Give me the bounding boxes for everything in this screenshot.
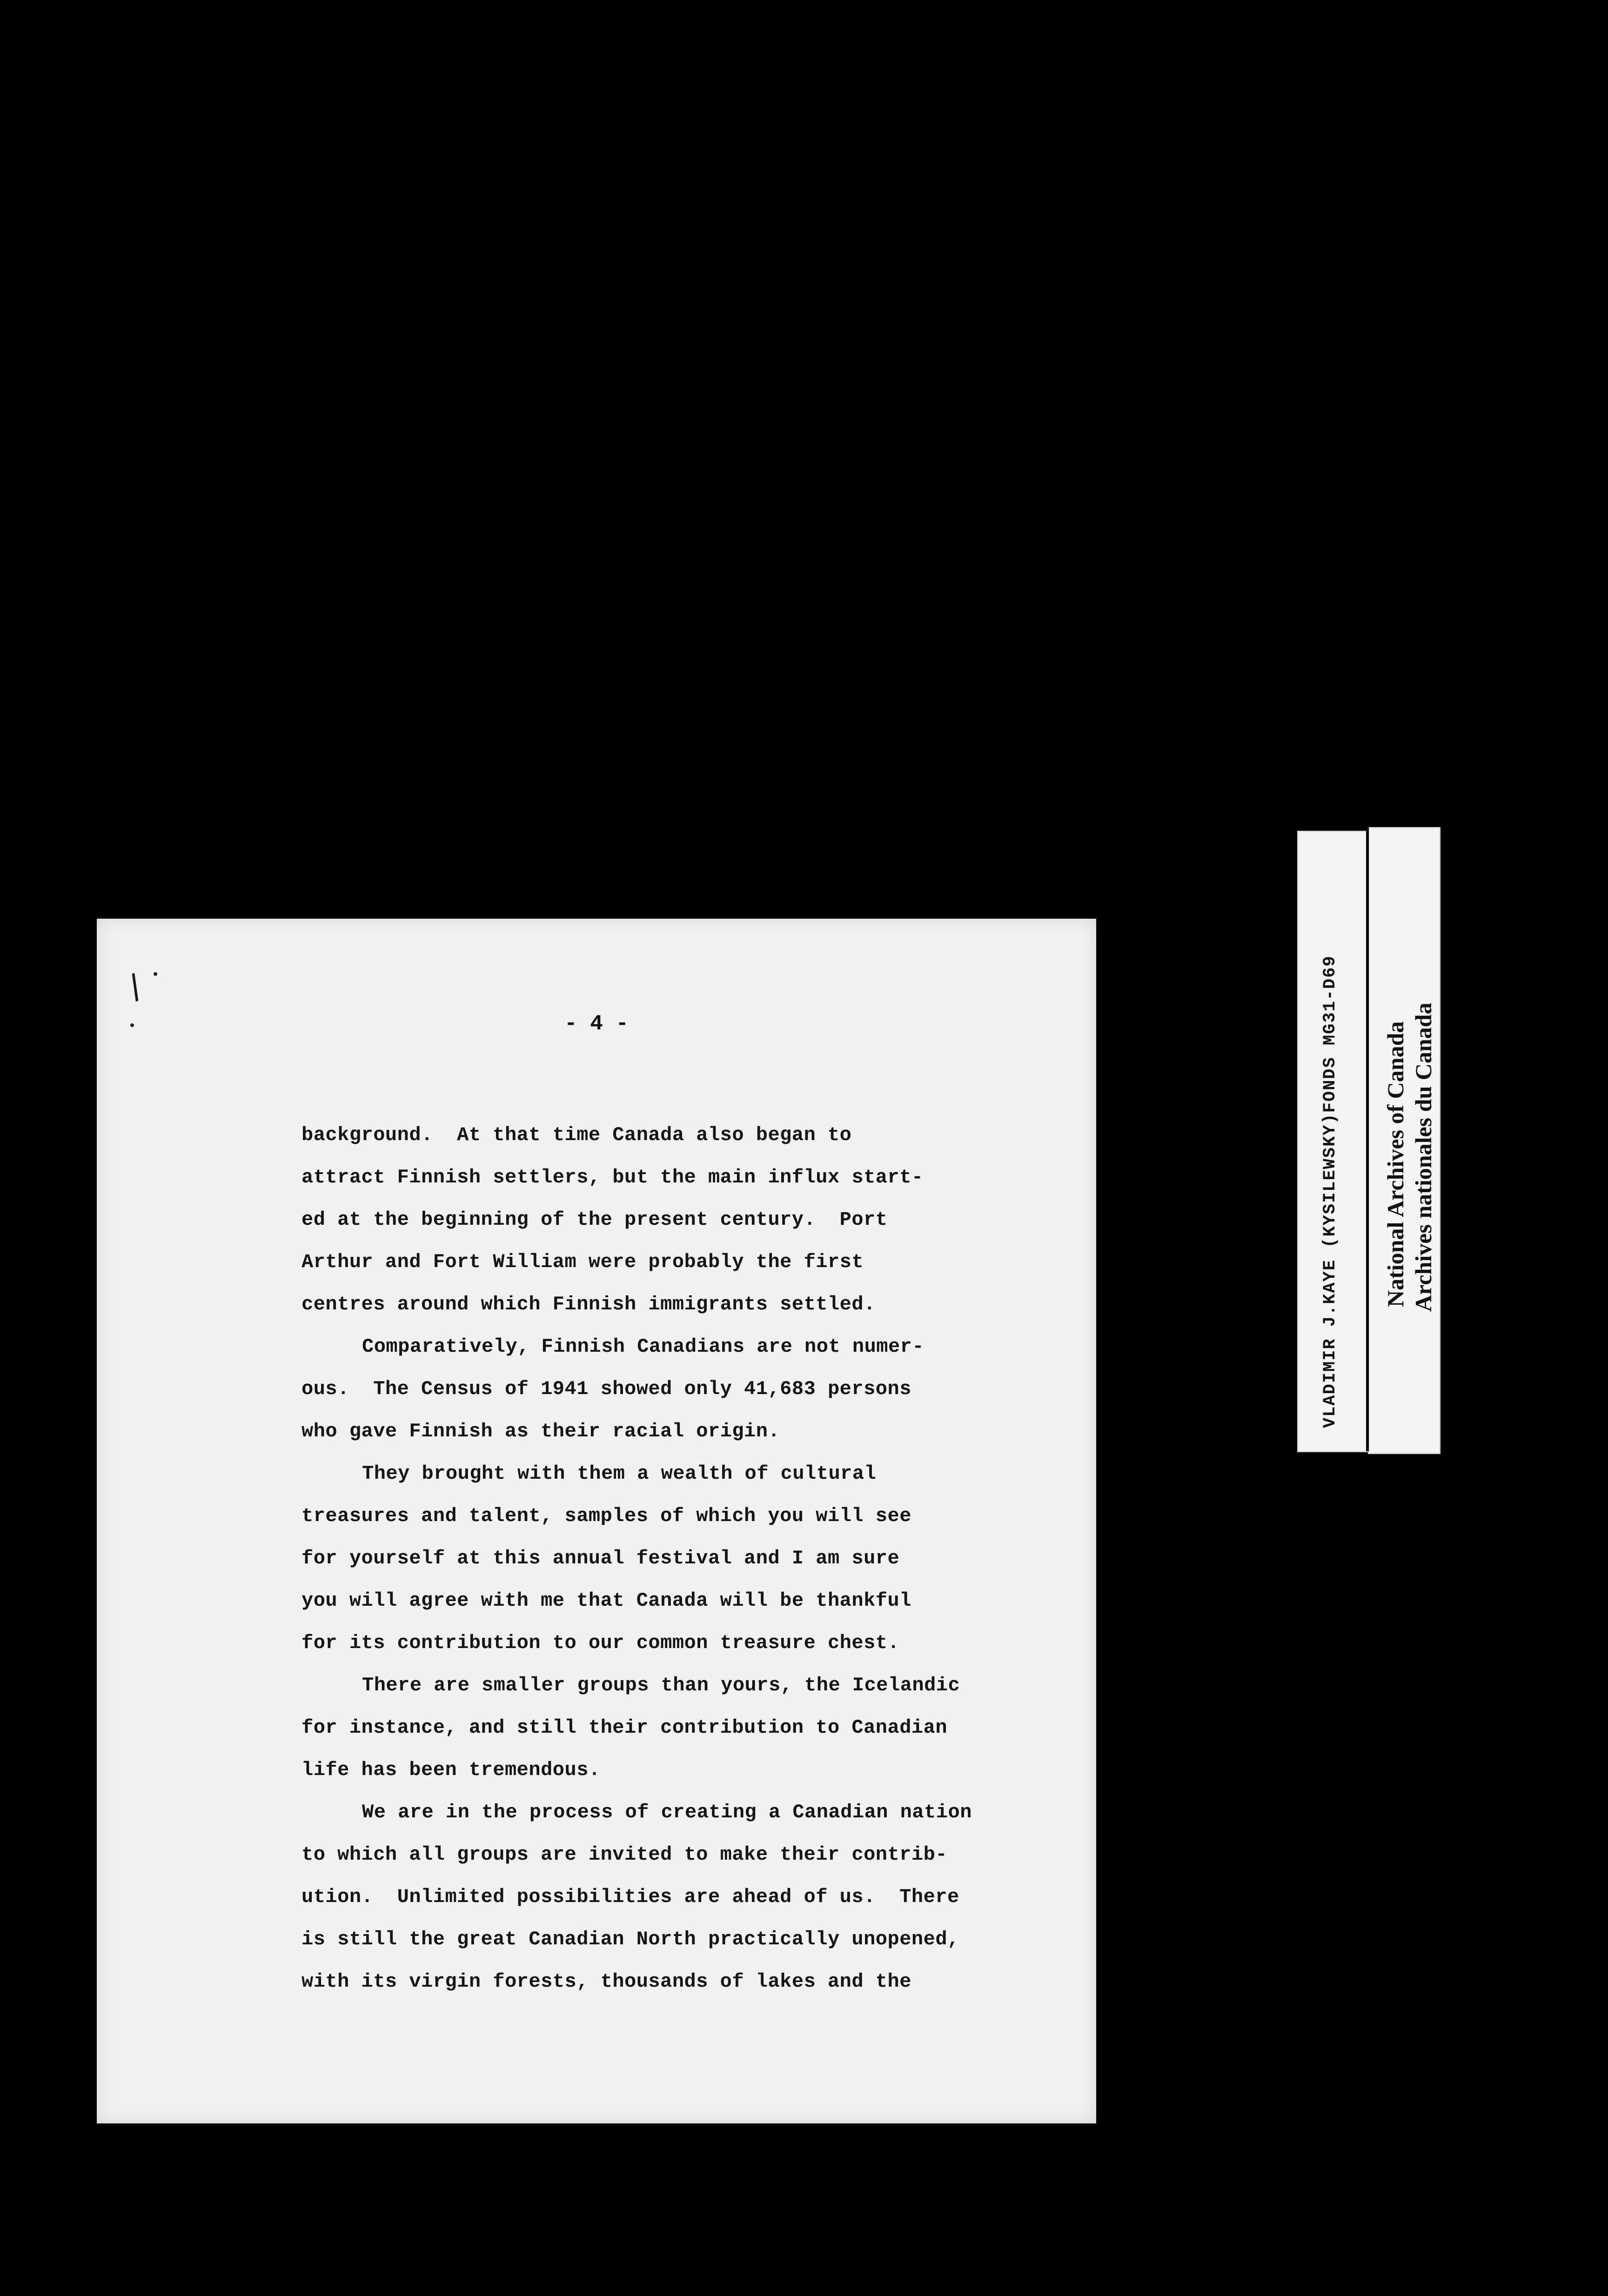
text-line: treasures and talent, samples of which you will see xyxy=(302,1505,911,1527)
margin-dot xyxy=(130,1023,134,1027)
institution-name-english: National Archives of Canada xyxy=(1382,1021,1408,1307)
text-line: Arthur and Fort William were probably the first xyxy=(302,1251,864,1273)
fonds-label-text: VLADIMIR J.KAYE (KYSILEWSKY)FONDS MG31-D69 xyxy=(1320,955,1340,1428)
text-line: for instance, and still their contribution to Canadian xyxy=(302,1716,948,1739)
text-line: life has been tremendous. xyxy=(302,1759,601,1781)
margin-pen-mark: / xyxy=(121,967,148,1007)
label-divider xyxy=(1366,827,1369,1451)
text-line: is still the great Canadian North practically unopened, xyxy=(302,1928,959,1950)
text-line: Comparatively, Finnish Canadians are not numer- xyxy=(362,1335,925,1358)
text-line: ution. Unlimited possibilities are ahead of us. There xyxy=(302,1886,959,1908)
body-text xyxy=(302,1114,1092,2003)
text-line: There are smaller groups than yours, the Icelandic xyxy=(362,1674,960,1696)
text-line: ous. The Census of 1941 showed only 41,683 persons xyxy=(302,1378,911,1400)
text-line: background. At that time Canada also began to xyxy=(302,1124,852,1146)
text-line: We are in the process of creating a Canadian nation xyxy=(362,1801,972,1823)
text-line: They brought with them a wealth of cultural xyxy=(362,1462,877,1485)
text-line: for yourself at this annual festival and I am sure xyxy=(302,1547,900,1569)
text-line: for its contribution to our common treasure chest. xyxy=(302,1632,900,1654)
text-line: to which all groups are invited to make their contrib- xyxy=(302,1843,948,1866)
text-line: centres around which Finnish immigrants settled. xyxy=(302,1293,876,1315)
text-line: you will agree with me that Canada will be thankful xyxy=(302,1589,911,1612)
text-line: with its virgin forests, thousands of lakes and the xyxy=(302,1970,911,1993)
institution-name-french: Archives nationales du Canada xyxy=(1410,1002,1436,1312)
text-line: ed at the beginning of the present century. Port xyxy=(302,1208,888,1231)
text-line: attract Finnish settlers, but the main influx start- xyxy=(302,1166,924,1188)
margin-dot xyxy=(154,972,157,976)
text-line: who gave Finnish as their racial origin. xyxy=(302,1420,780,1442)
page-number: - 4 - xyxy=(564,1012,629,1036)
document-page xyxy=(97,919,1096,2123)
